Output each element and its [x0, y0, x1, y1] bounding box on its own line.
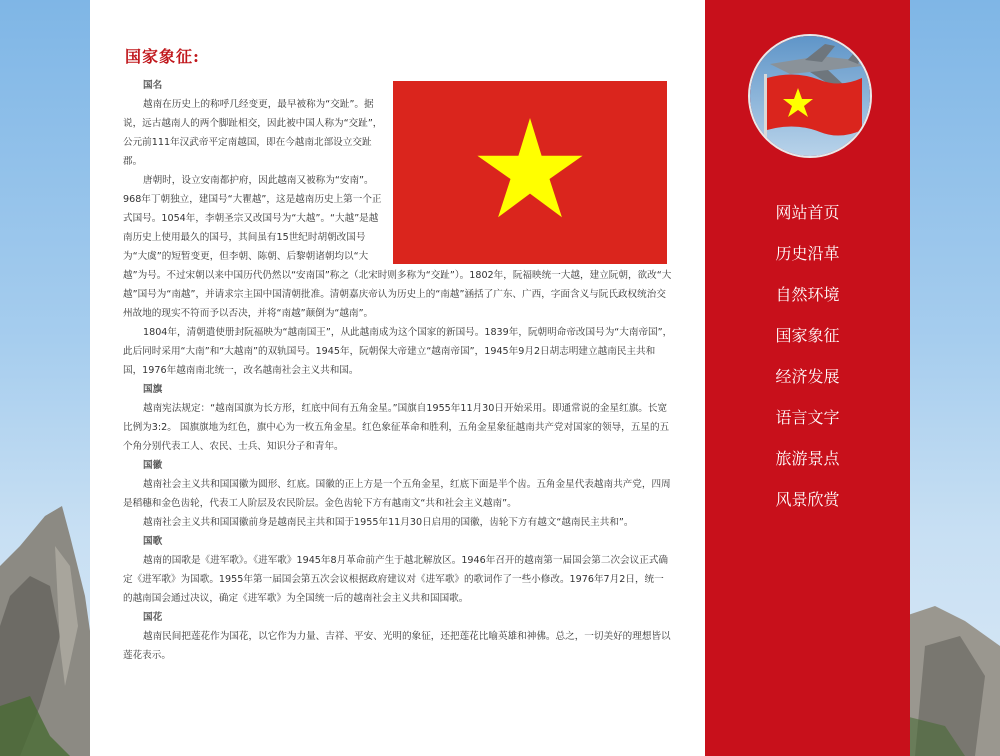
main-content: [90, 0, 705, 756]
nav-item-economy[interactable]: 经济发展: [775, 367, 840, 386]
heading-flower: 国花: [143, 612, 163, 623]
nav-item-nature[interactable]: 自然环境: [775, 285, 840, 304]
paragraph-emblem-2: 越南社会主义共和国国徽前身是越南民主共和国于1955年11月30日启用的国徽，齿轮下方有越文“越南民主共和”。: [143, 517, 634, 528]
paragraph-flag-1: 越南宪法规定：“越南国旗为长方形，红底中间有五角金星。”国旗自1955年11月30日开始采用。即通常说的金星红旗。长宽比例为3:2。 国旗旗地为红色，旗中心为一枚五角金星。红色象征革命和胜利，五角金星象征越南共产党对国家的领导，五星的五个角分别代表工人、农民、士兵、知识分子和青年。: [123, 403, 670, 452]
heading-emblem: 国徽: [143, 460, 163, 471]
article-body: [123, 76, 673, 665]
page-title: 国家象征:: [125, 47, 200, 66]
heading-flag: 国旗: [143, 384, 163, 395]
paragraph-emblem-1: 越南社会主义共和国国徽为圆形、红底。国徽的正上方是一个五角金星，红底下面是半个齿。五角金星代表越南共产党，四周是稻穗和金色齿轮，代表工人阶层及农民阶层。金色齿轮下方有越南文“共和社会主义越南”。: [123, 479, 671, 509]
background-rock-right: [905, 606, 1000, 756]
nav-item-home[interactable]: 网站首页: [775, 203, 840, 222]
paragraph-anthem-1: 越南的国歌是《进军歌》。《进军歌》1945年8月革命前产生于越北解放区。1946年召开的越南第一届国会第二次会议正式确定《进军歌》为国歌。1955年第一届国会第五次会议根据政府建议对《进军歌》的歌词作了一些小修改。1976年7月2日，统一的越南国会通过决议，确定《进军歌》为全国统一后的越南社会主义共和国国歌。: [123, 555, 669, 604]
vietnam-flag-icon: [393, 81, 667, 264]
nav-item-attractions[interactable]: 旅游景点: [775, 449, 840, 468]
background-rock-left: [0, 506, 95, 756]
paragraph-flower-1: 越南民间把莲花作为国花，以它作为力量、吉祥、平安、光明的象征，还把莲花比喻英雄和神佛。总之，一切美好的理想皆以莲花表示。: [123, 631, 671, 661]
heading-anthem: 国歌: [143, 536, 163, 547]
jet-and-flag-avatar: [748, 34, 872, 158]
paragraph-name-2: 唐朝时，设立安南都护府，因此越南又被称为“安南”。968年丁朝独立，建国号“大瞿越”，这是越南历史上第一个正式国号。1054年，李朝圣宗又改国号为“大越”。“大越”是越南历史上使用最久的国号，其间虽有15世纪时胡朝改国号为“大虞”的短暂变更，但李朝、陈朝、后黎朝诸朝均以“大越”为号。不过宋朝以来中国历代仍然以“安南国”称之（北宋时则多称为“交趾”）。1802年，阮福映统一大越，建立阮朝，欲改“大越”国号为“南越”，并请求宗主国中国清朝批准。清朝嘉庆帝认为历史上的“南越”涵括了广东、广西，字面含义与阮氏政权统治交州故地的现实不符而予以否决，并将“南越”颠倒为“越南”。: [123, 175, 672, 319]
paragraph-name-3: 1804年，清朝遣使册封阮福映为“越南国王”，从此越南成为这个国家的新国号。1839年，阮朝明命帝改国号为“大南帝国”，此后同时采用“大南”和“大越南”的双轨国号。1945年，阮朝保大帝建立“越南帝国”，1945年9月2日胡志明建立越南民主共和国，1976年越南南北统一，改名越南社会主义共和国。: [123, 327, 673, 376]
heading-name: 国名: [143, 80, 163, 91]
nav-item-scenery[interactable]: 风景欣赏: [775, 490, 840, 509]
main-nav: [705, 198, 910, 526]
nav-item-history[interactable]: 历史沿革: [775, 244, 840, 263]
paragraph-name-1: 越南在历史上的称呼几经变更，最早被称为“交趾”。据说，远古越南人的两个脚趾相交，因此被中国人称为“交趾”，公元前111年汉武帝平定南越国，即在今越南北部设立交趾郡。: [123, 99, 383, 167]
nav-item-language[interactable]: 语言文字: [775, 408, 840, 427]
nav-item-national-symbols[interactable]: 国家象征: [775, 326, 840, 345]
sidebar: [705, 0, 910, 756]
